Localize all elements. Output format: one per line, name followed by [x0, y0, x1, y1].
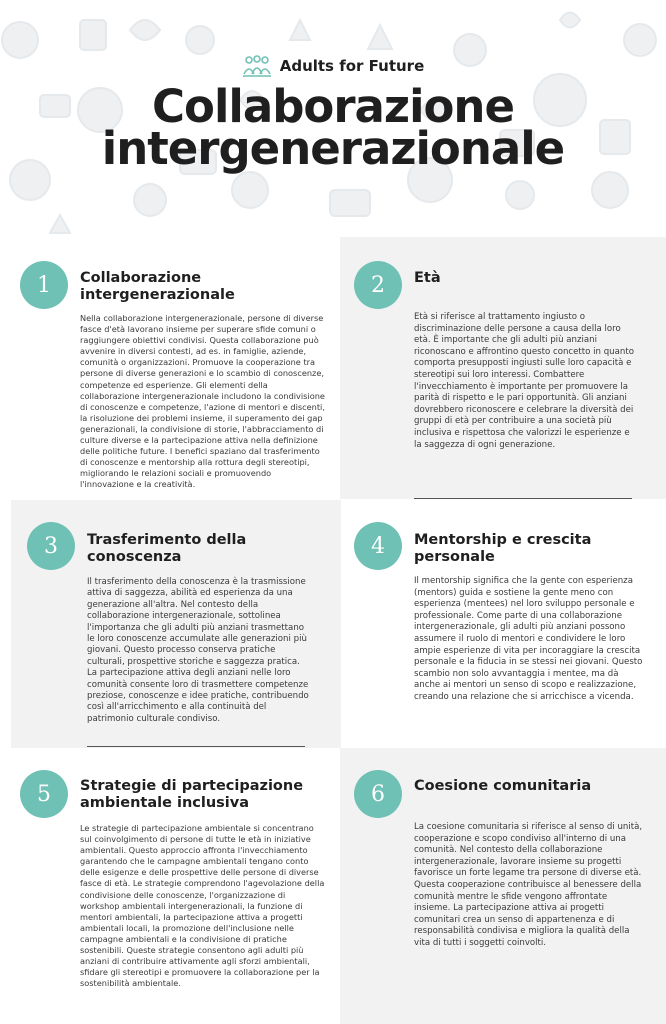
- section-body: Le strategie di partecipazione ambientale si concentrano sul coinvolgimento di persone di tutte le età in iniziative ambientali. Questo approccio affronta l'invecchiamento garantendo che le campagne ambientali tengano conto delle esigenze e delle prospettive delle persone di diverse fasce di età. Le strategie comprendono l'agevolazione della condivisione delle conoscenze, l'organizzazione di workshop ambientali intergenerazionali, la funzione di mentori ambientali, la partecipazione attiva a progetti ambientali locali, la promozione dell'inclusione nelle campagne ambientali e la condivisione di pratiche sostenibili. Queste strategie consentono agli adulti più anziani di contribuire attivamente agli sforzi ambientali, sfidare gli stereotipi e promuovere la collaborazione per la sostenibilità ambientale.: [80, 823, 325, 989]
- section-body: Il mentorship significa che la gente con esperienza (mentors) guida e sostiene la gente meno con esperienza (mentees) nel loro sviluppo personale e professionale. Come parte di una collaborazione intergenerazionale, gli adulti più anziani possono assumere il ruolo di mentori e condividere le loro ampie esperienze di vita per incoraggiare la crescita personale e la fiducia in se stessi nei giovani. Questo scambio non solo avvantaggia i mentee, ma dà anche ai mentori un senso di scopo e realizzazione, creando una relazione che si arricchisce a vicenda.: [414, 576, 643, 702]
- section-number-badge: 6: [354, 770, 402, 818]
- brand: [0, 54, 666, 78]
- brand-name: Adults for Future: [279, 57, 425, 75]
- section-title-line: Collaborazione: [80, 270, 202, 286]
- section-number-badge: 4: [354, 522, 402, 570]
- section-body: Nella collaborazione intergenerazionale, persone di diverse fasce d'età lavorano insieme per superare sfide comuni o raggiungere obiettivi condivisi. Questa collaborazione può avvenire in diversi contesti, ad es. in famiglie, aziende, comunità o organizzazioni. Promuove la cooperazione tra persone di diverse generazioni e lo scambio di conoscenze, competenze ed esperienze. Gli elementi della collaborazione intergenerazionale includono la condivisione di conoscenze e competenze, l'azione di mentori e discenti, la risoluzione dei problemi insieme, il superamento dei gap generazionali, la condivisione di storie, l'abbracciamento di culture diverse e la partecipazione attiva nella definizione delle politiche future. I benefici spaziano dal trasferimento di conoscenze e mentorship alla rottura degli stereotipi, migliorando le relazioni sociali e promuovendo l'innovazione e la creatività.: [80, 313, 325, 490]
- section-title: Età: [414, 270, 441, 286]
- section-number-badge: 2: [354, 261, 402, 309]
- section-title: [80, 778, 303, 812]
- section-body: Età si riferisce al trattamento ingiusto o discriminazione delle persone a causa della loro età. È importante che gli adulti più anziani riconoscano e affrontino questo concetto in quanto comporta presupposti ingiusti sulle loro capacità e stereotipi sui loro interessi. Combattere l'invecchiamento è importante per promuovere la parità di rispetto e le pari opportunità. Gli anziani dovrebbero riconoscere e celebrare la diversità dei gruppi di età per contribuire a una società più inclusiva e rispettosa che valorizzi le esperienze e la saggezza di ogni generazione.: [414, 312, 634, 450]
- divider: [414, 498, 632, 499]
- page-title: [0, 80, 666, 175]
- page-title-line2: intergenerazionale: [101, 122, 565, 175]
- section-body: La coesione comunitaria si riferisce al senso di unità, cooperazione e scopo condiviso all'interno di una comunità. Nel contesto della collaborazione intergenerazionale, lavorare insieme su progetti favorisce un forte legame tra persone di diverse età. Questa cooperazione contribuisce al benessere della comunità mentre le sfide vengono affrontate insieme. La partecipazione attiva ai progetti comunitari crea un senso di appartenenza e di responsabilità condivisa e migliora la qualità della vita di tutti i soggetti coinvolti.: [414, 822, 643, 948]
- section-number-badge: 1: [20, 261, 68, 309]
- section-title-line: Mentorship e crescita: [414, 532, 592, 548]
- people-group-icon: [242, 54, 272, 78]
- page-title-line1: Collaborazione: [152, 80, 514, 133]
- section-body: Il trasferimento della conoscenza è la trasmissione attiva di saggezza, abilità ed esperienza da una generazione all'altra. Nel contesto della collaborazione intergenerazionale, sottolinea l'importanza che gli adulti più anziani trasmettano le loro conoscenze accumulate alle generazioni più giovani. Questo processo conserva pratiche culturali, prospettive storiche e saggezza pratica. La partecipazione attiva degli anziani nelle loro comunità consente loro di trasmettere competenze preziose, conoscenze e idee pratiche, contribuendo così all'arricchimento e alla continuità del patrimonio culturale condiviso.: [87, 577, 309, 724]
- section-title-line: Trasferimento della: [87, 532, 247, 548]
- section-title-line: personale: [414, 549, 495, 565]
- section-title: [87, 532, 246, 566]
- section-title: [414, 532, 591, 566]
- section-number-badge: 5: [20, 770, 68, 818]
- header: [0, 0, 666, 235]
- section-title-line: intergenerazionale: [80, 287, 235, 303]
- section-title: Coesione comunitaria: [414, 778, 592, 794]
- section-title-line: ambientale inclusiva: [80, 795, 249, 811]
- section-title-line: Strategie di partecipazione: [80, 778, 304, 794]
- divider: [87, 746, 305, 747]
- section-title-line: conoscenza: [87, 549, 182, 565]
- section-number-badge: 3: [27, 522, 75, 570]
- section-title: [80, 270, 235, 304]
